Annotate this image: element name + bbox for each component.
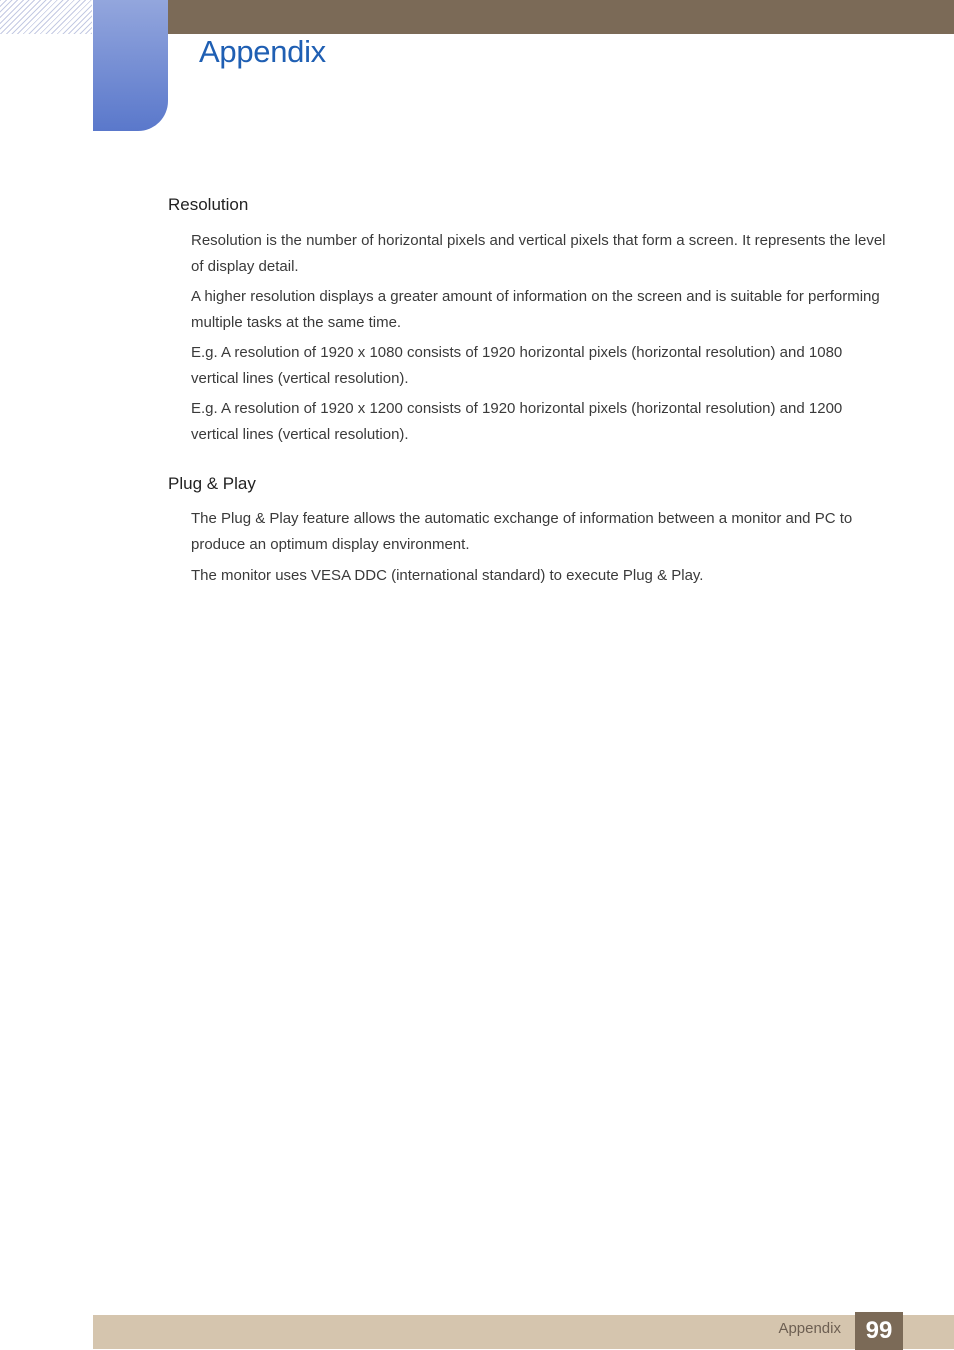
header-bar bbox=[168, 0, 954, 34]
paragraph: E.g. A resolution of 1920 x 1200 consists of 1920 horizontal pixels (horizontal resolution) and 1200 vertical lines (vertical resolution). bbox=[191, 400, 843, 443]
paragraph: Resolution is the number of horizontal pixels and vertical pixels that form a screen. It represents the level of display detail. bbox=[191, 232, 886, 275]
paragraph: E.g. A resolution of 1920 x 1080 consists of 1920 horizontal pixels (horizontal resolution) and 1080 vertical lines (vertical resolution). bbox=[191, 344, 843, 387]
page-title: Appendix bbox=[199, 34, 326, 69]
chapter-tab bbox=[93, 0, 168, 131]
header-hatch-pattern bbox=[0, 0, 92, 34]
paragraph: The Plug & Play feature allows the automatic exchange of information between a monitor and PC to produce an optimum display environment. bbox=[191, 510, 853, 553]
paragraph: The monitor uses VESA DDC (international standard) to execute Plug & Play. bbox=[191, 567, 704, 584]
paragraph: A higher resolution displays a greater amount of information on the screen and is suitable for performing multiple tasks at the same time. bbox=[191, 288, 880, 331]
section-heading-plug-and-play: Plug & Play bbox=[168, 474, 256, 493]
section-heading-resolution: Resolution bbox=[168, 195, 249, 214]
footer-section-label: Appendix bbox=[778, 1320, 841, 1337]
page-number: 99 bbox=[855, 1312, 903, 1350]
